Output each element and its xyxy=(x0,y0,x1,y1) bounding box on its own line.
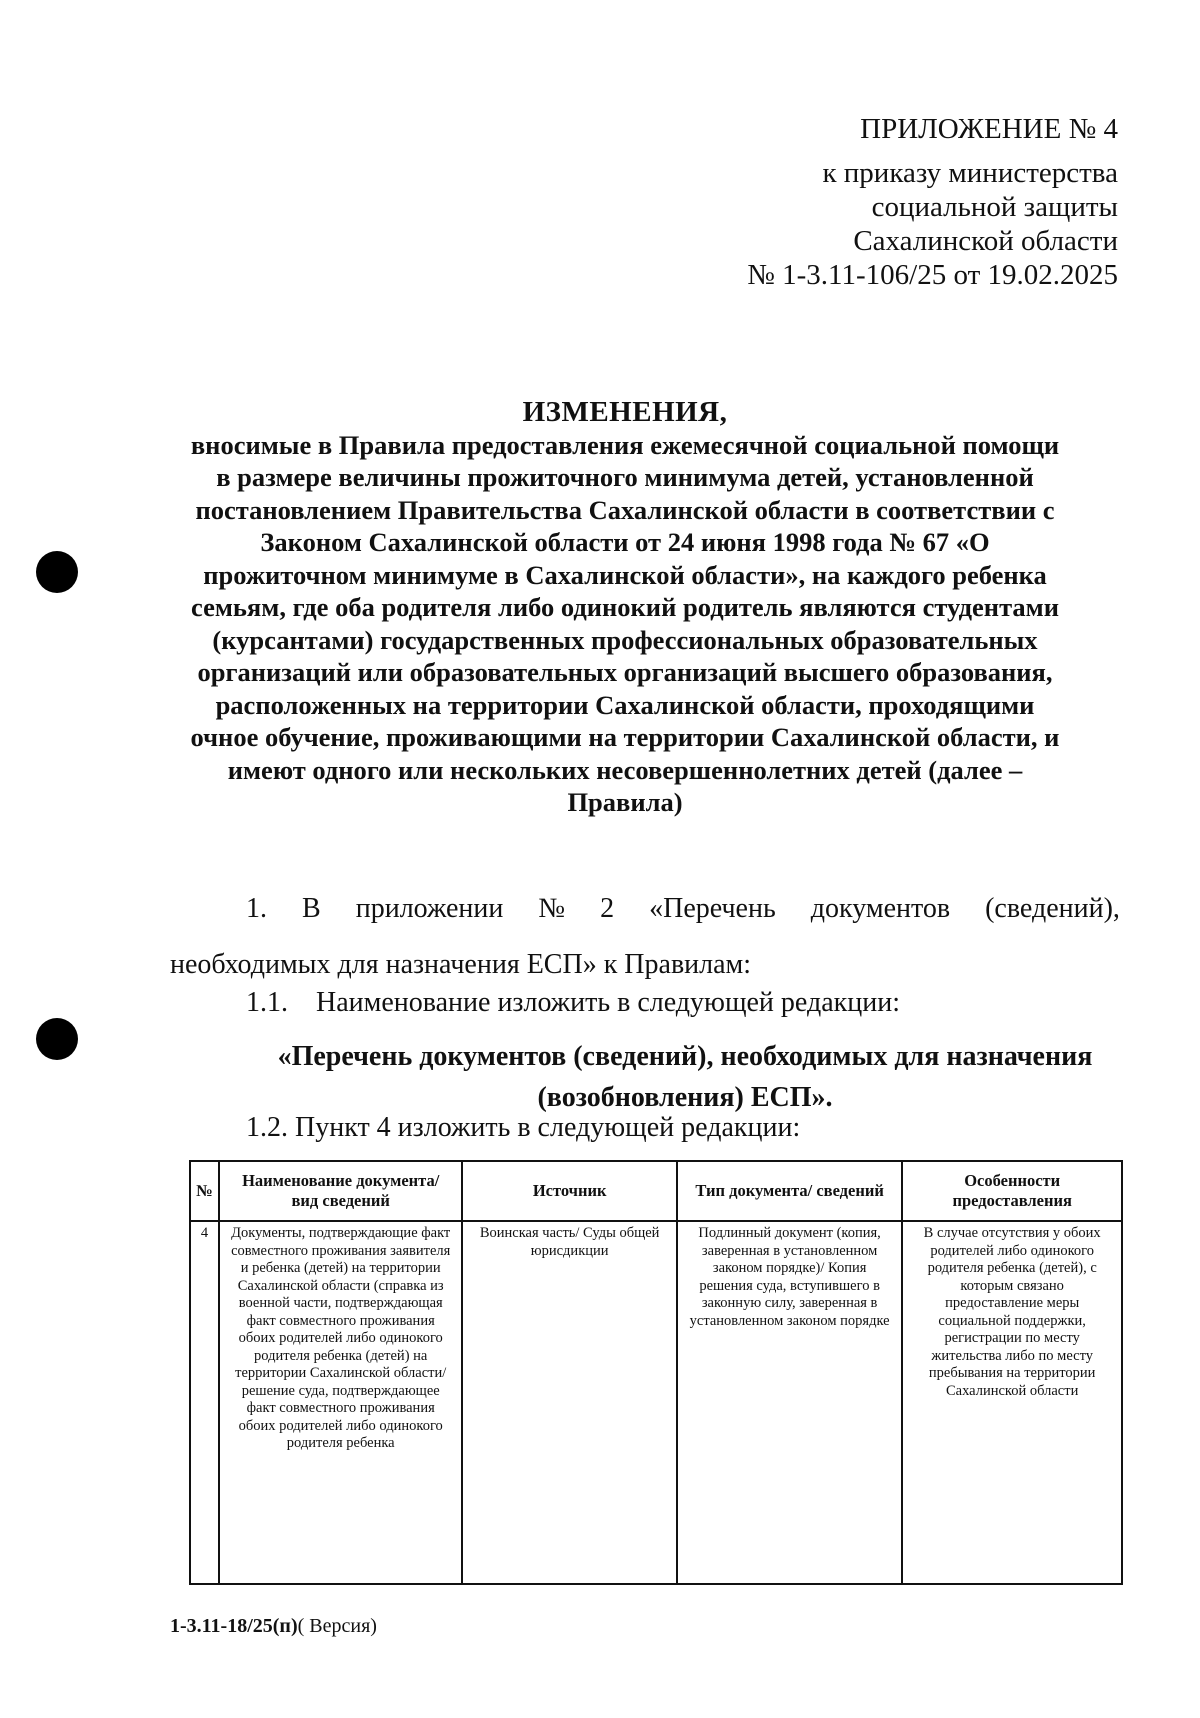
cell-document-name: Документы, подтверждающие факт совместного проживания заявителя и ребенка (детей) на территории Сахалинской области (справка из военной части, подтверждающая факт совместного проживания обоих родителей либо одинокого родителя ребенка (детей) на территории Сахалинской области/ решение суда, подтверждающее факт совместного проживания обоих родителей либо одинокого родителя ребенка xyxy=(219,1221,462,1584)
document-footer xyxy=(170,1615,377,1638)
paragraph-1-1 xyxy=(246,987,900,1019)
heading-line: Законом Сахалинской области от 24 июня 1998 года № 67 «О xyxy=(260,527,990,557)
quote-line: (возобновления) ЕСП». xyxy=(537,1082,833,1113)
paragraph-1-1-text: Наименование изложить в следующей редакции: xyxy=(316,987,900,1018)
document-heading xyxy=(160,396,1090,819)
appendix-line: к приказу министерства xyxy=(822,157,1118,189)
appendix-line: Сахалинской области xyxy=(853,225,1118,257)
appendix-block xyxy=(747,112,1118,292)
paragraph-1-line-2: необходимых для назначения ЕСП» к Правилам: xyxy=(170,949,752,980)
heading-title: ИЗМЕНЕНИЯ, xyxy=(522,396,728,428)
punch-hole-top xyxy=(36,551,78,593)
heading-line: постановлением Правительства Сахалинской области в соответствии с xyxy=(195,494,1055,525)
paragraph-1-word: (сведений), xyxy=(985,893,1120,924)
heading-line: имеют одного или нескольких несовершеннолетних детей (далее – xyxy=(227,754,1023,785)
column-header-source: Источник xyxy=(462,1161,676,1221)
paragraph-1-word: документов xyxy=(810,893,951,924)
punch-hole-bottom xyxy=(36,1018,78,1060)
heading-line: организаций или образовательных организаций высшего образования, xyxy=(197,657,1053,687)
heading-line: семьям, где оба родителя либо одинокий родитель являются студентами xyxy=(191,592,1059,622)
paragraph-1-word: 1. xyxy=(246,893,267,924)
table-header-row xyxy=(190,1161,1122,1221)
cell-source: Воинская часть/ Суды общей юрисдикции xyxy=(462,1221,676,1584)
footer-version: ( Версия) xyxy=(297,1615,377,1637)
table-row xyxy=(190,1221,1122,1584)
heading-line: (курсантами) государственных профессиональных образовательных xyxy=(212,624,1038,655)
documents-table xyxy=(189,1160,1123,1585)
quote-line: «Перечень документов (сведений), необходимых для назначения xyxy=(277,1041,1093,1072)
column-header-type: Тип документа/ сведений xyxy=(677,1161,902,1221)
paragraph-1-2: 1.2. Пункт 4 изложить в следующей редакции: xyxy=(246,1112,801,1143)
heading-line: Правила) xyxy=(567,787,683,817)
appendix-line: № 1-3.11-106/25 от 19.02.2025 xyxy=(747,259,1118,291)
paragraph-1-word: 2 xyxy=(600,893,615,924)
heading-line: вносимые в Правила предоставления ежемесячной социальной помощи xyxy=(190,429,1060,460)
paragraph-1 xyxy=(170,892,1120,982)
heading-line: очное обучение, проживающими на территории Сахалинской области, и xyxy=(190,722,1060,752)
paragraph-1-1-number: 1.1. xyxy=(246,987,288,1018)
cell-document-type: Подлинный документ (копия, заверенная в установленном законом порядке)/ Копия решения суда, вступившего в законную силу, заверенная в установленном законом порядке xyxy=(677,1221,902,1584)
column-header-notes: Особенности предоставления xyxy=(902,1161,1122,1221)
new-title-quote xyxy=(255,1036,1115,1118)
cell-notes: В случае отсутствия у обоих родителей либо одинокого родителя ребенка (детей), с которым связано предоставление меры социальной поддержки, регистрации по месту жительства либо по месту пребывания на территории Сахалинской области xyxy=(902,1221,1122,1584)
column-header-number: № xyxy=(190,1161,219,1221)
column-header-name: Наименование документа/ вид сведений xyxy=(219,1161,462,1221)
appendix-title: ПРИЛОЖЕНИЕ № 4 xyxy=(860,113,1118,145)
heading-line: расположенных на территории Сахалинской области, проходящими xyxy=(215,689,1035,720)
paragraph-1-word: № xyxy=(538,893,566,924)
heading-line: прожиточном минимуме в Сахалинской области», на каждого ребенка xyxy=(203,559,1047,590)
cell-number: 4 xyxy=(190,1221,219,1584)
heading-line: в размере величины прожиточного минимума детей, установленной xyxy=(216,462,1034,492)
footer-code: 1-3.11-18/25(п) xyxy=(170,1615,298,1637)
paragraph-1-word: «Перечень xyxy=(649,893,776,924)
paragraph-1-line-1 xyxy=(170,892,1120,926)
paragraph-1-word: В xyxy=(302,893,321,924)
paragraph-1-word: приложении xyxy=(355,893,504,924)
appendix-line: социальной защиты xyxy=(871,191,1118,223)
